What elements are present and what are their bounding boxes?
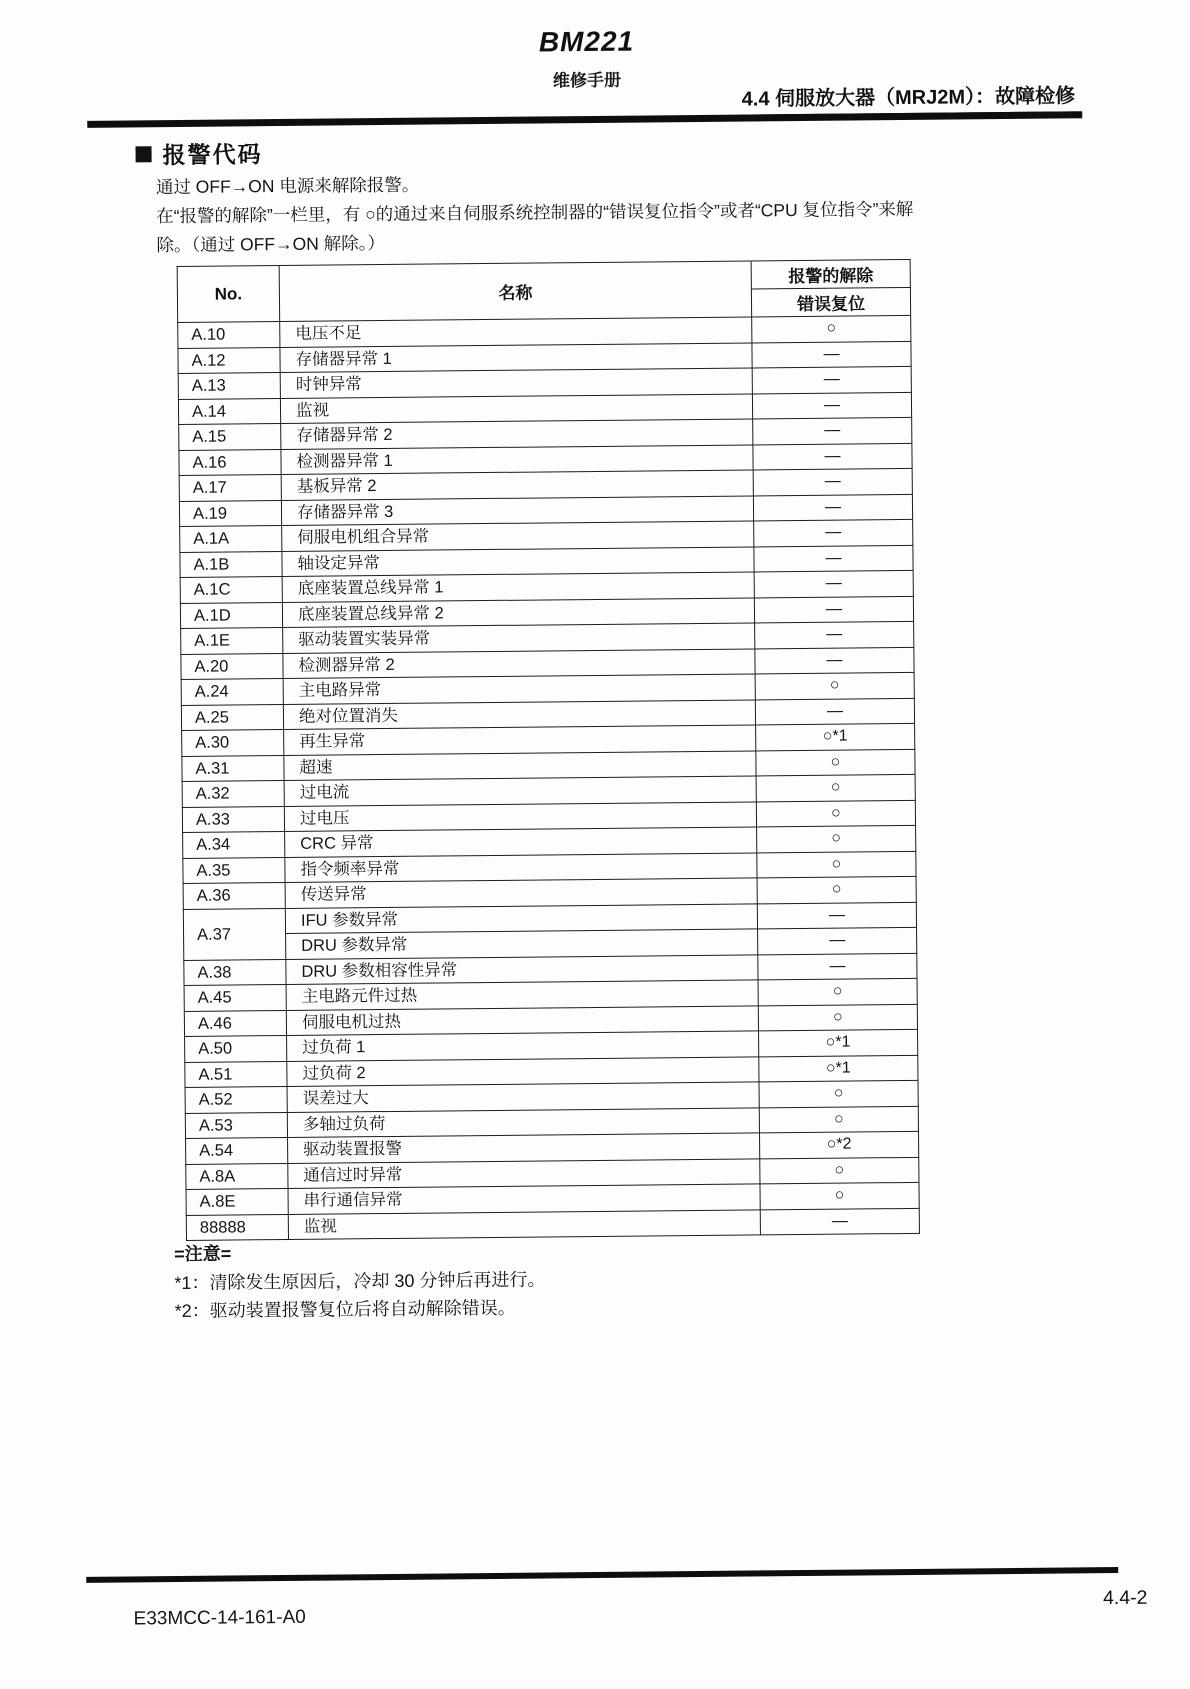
alarm-no-cell: 88888 <box>186 1214 288 1240</box>
alarm-no-cell: A.52 <box>185 1086 287 1112</box>
alarm-name-cell: 检测器异常 1 <box>281 444 753 474</box>
alarm-no-cell: A.8E <box>186 1188 288 1214</box>
alarm-release-cell: ○ <box>756 749 915 776</box>
page-number: 4.4-2 <box>1102 1586 1148 1610</box>
alarm-name-cell: 伺服电机过热 <box>286 1005 758 1035</box>
alarm-name-cell: 底座装置总线异常 2 <box>282 597 754 627</box>
alarm-no-cell: A.19 <box>179 500 281 526</box>
alarm-name-cell: 轴设定异常 <box>282 546 754 576</box>
alarm-no-cell: A.46 <box>184 1010 286 1036</box>
alarm-no-cell: A.8A <box>186 1163 288 1189</box>
alarm-no-cell: A.33 <box>182 806 284 832</box>
section-marker-icon <box>135 146 151 162</box>
alarm-name-cell: 过负荷 2 <box>287 1056 759 1086</box>
alarm-release-cell: — <box>753 468 912 495</box>
col-header-no: No. <box>177 266 280 323</box>
alarm-name-cell: 再生异常 <box>284 725 756 755</box>
alarm-no-cell: A.1A <box>180 525 282 551</box>
alarm-name-cell: 超速 <box>284 750 756 780</box>
alarm-name-cell: 监视 <box>280 393 752 423</box>
alarm-name-cell: IFU 参数异常 <box>285 903 757 933</box>
alarm-no-cell: A.1C <box>180 576 282 602</box>
alarm-release-cell: ○ <box>757 851 916 878</box>
note-line-2: *2：驱动装置报警复位后将自动解除错误。 <box>174 1297 516 1322</box>
alarm-no-cell: A.54 <box>186 1137 288 1163</box>
alarm-no-cell: A.16 <box>179 449 281 475</box>
alarm-name-cell: 过电流 <box>284 776 756 806</box>
section-title-text: 报警代码 <box>162 141 263 169</box>
alarm-release-cell: — <box>758 953 917 980</box>
alarm-name-cell: 主电路元件过热 <box>286 980 758 1010</box>
alarm-name-cell: 过电压 <box>284 801 756 831</box>
alarm-release-cell: ○ <box>752 315 911 342</box>
intro-paragraph <box>156 164 1117 260</box>
alarm-name-cell: 驱动装置实装异常 <box>283 623 755 653</box>
alarm-code-table <box>177 259 920 1241</box>
alarm-no-cell: A.31 <box>182 755 284 781</box>
alarm-release-cell: ○ <box>759 1080 918 1107</box>
alarm-release-cell: ○ <box>757 876 916 903</box>
alarm-name-cell: 伺服电机组合异常 <box>282 521 754 551</box>
alarm-release-cell: — <box>755 621 914 648</box>
alarm-release-cell: — <box>753 494 912 521</box>
alarm-name-cell: 基板异常 2 <box>281 470 753 500</box>
alarm-no-cell: A.53 <box>185 1112 287 1138</box>
alarm-release-cell: ○ <box>760 1182 919 1209</box>
section-title <box>135 136 262 170</box>
intro-line: 除。（通过 OFF→ON 解除。） <box>156 232 386 256</box>
alarm-release-cell: — <box>754 596 913 623</box>
alarm-release-cell: — <box>755 647 914 674</box>
alarm-name-cell: 底座装置总线异常 1 <box>282 572 754 602</box>
alarm-no-cell: A.37 <box>183 908 285 960</box>
alarm-release-cell: ○*1 <box>759 1029 918 1056</box>
alarm-name-cell: 过负荷 1 <box>287 1031 759 1061</box>
alarm-name-cell: DRU 参数相容性异常 <box>286 954 758 984</box>
alarm-no-cell: A.17 <box>179 474 281 500</box>
alarm-release-cell: ○*1 <box>756 723 915 750</box>
col-header-release-sub: 错误复位 <box>751 287 910 317</box>
alarm-name-cell: 存储器异常 3 <box>281 495 753 525</box>
alarm-no-cell: A.1D <box>180 602 282 628</box>
alarm-no-cell: A.24 <box>181 678 283 704</box>
alarm-no-cell: A.12 <box>178 347 280 373</box>
footer-rule <box>86 1567 1118 1582</box>
alarm-no-cell: A.51 <box>185 1061 287 1087</box>
alarm-release-cell: — <box>753 417 912 444</box>
alarm-release-cell: ○ <box>758 978 917 1005</box>
alarm-name-cell: 传送异常 <box>285 878 757 908</box>
alarm-release-cell: — <box>752 366 911 393</box>
intro-line: 通过 OFF→ON 电源来解除报警。 <box>155 174 420 198</box>
alarm-release-cell: ○*2 <box>759 1131 918 1158</box>
alarm-no-cell: A.25 <box>181 704 283 730</box>
alarm-release-cell: ○ <box>755 672 914 699</box>
alarm-no-cell: A.14 <box>178 398 280 424</box>
alarm-release-cell: ○ <box>758 1004 917 1031</box>
alarm-no-cell: A.34 <box>183 831 285 857</box>
alarm-name-cell: 指令频率异常 <box>285 852 757 882</box>
alarm-name-cell: 电压不足 <box>280 317 752 347</box>
alarm-no-cell: A.1E <box>181 627 283 653</box>
manual-subtitle: 维修手册 <box>552 70 621 91</box>
notes-title: =注意= <box>174 1243 232 1265</box>
alarm-release-cell: — <box>754 545 913 572</box>
alarm-name-cell: 存储器异常 2 <box>281 419 753 449</box>
alarm-name-cell: 多轴过负荷 <box>287 1107 759 1137</box>
alarm-name-cell: 串行通信异常 <box>288 1184 760 1214</box>
alarm-release-cell: ○ <box>760 1157 919 1184</box>
alarm-no-cell: A.10 <box>178 321 280 347</box>
alarm-release-cell: — <box>760 1208 919 1235</box>
alarm-release-cell: — <box>755 698 914 725</box>
alarm-name-cell: 主电路异常 <box>283 674 755 704</box>
alarm-release-cell: ○ <box>756 774 915 801</box>
col-header-release-group: 报警的解除 <box>751 259 910 289</box>
alarm-name-cell: DRU 参数异常 <box>286 929 758 959</box>
alarm-release-cell: — <box>752 392 911 419</box>
alarm-name-cell: 驱动装置报警 <box>288 1133 760 1163</box>
alarm-no-cell: A.32 <box>182 780 284 806</box>
intro-line: 在“报警的解除”一栏里，有 ○的通过来自伺服系统控制器的“错误复位指令”或者“CPU 复位指令”来解 <box>156 198 914 227</box>
alarm-no-cell: A.50 <box>185 1035 287 1061</box>
note-line-1: *1：清除发生原因后，冷却 30 分钟后再进行。 <box>174 1268 546 1293</box>
alarm-name-cell: 时钟异常 <box>280 368 752 398</box>
alarm-no-cell: A.13 <box>178 372 280 398</box>
alarm-no-cell: A.36 <box>183 882 285 908</box>
header-rule <box>87 111 1082 128</box>
alarm-release-cell: ○ <box>756 800 915 827</box>
alarm-no-cell: A.35 <box>183 857 285 883</box>
notes-block <box>174 1236 546 1325</box>
alarm-no-cell: A.20 <box>181 653 283 679</box>
alarm-name-cell: 检测器异常 2 <box>283 648 755 678</box>
alarm-release-cell: — <box>754 570 913 597</box>
alarm-name-cell: 绝对位置消失 <box>283 699 755 729</box>
document-code: E33MCC-14-161-A0 <box>133 1606 306 1630</box>
chapter-reference: 4.4 伺服放大器（MRJ2M）：故障检修 <box>738 79 1080 116</box>
alarm-release-cell: — <box>754 519 913 546</box>
alarm-name-cell: 通信过时异常 <box>288 1158 760 1188</box>
alarm-table-body <box>178 315 920 1240</box>
alarm-name-cell: CRC 异常 <box>285 827 757 857</box>
alarm-release-cell: — <box>757 902 916 929</box>
alarm-no-cell: A.30 <box>182 729 284 755</box>
alarm-name-cell: 误差过大 <box>287 1082 759 1112</box>
manual-model-title: BM221 <box>538 25 635 58</box>
alarm-release-cell: — <box>758 927 917 954</box>
alarm-no-cell: A.45 <box>184 984 286 1010</box>
alarm-release-cell: ○*1 <box>759 1055 918 1082</box>
alarm-release-cell: ○ <box>757 825 916 852</box>
col-header-name: 名称 <box>279 261 752 322</box>
alarm-release-cell: — <box>752 341 911 368</box>
alarm-no-cell: A.15 <box>179 423 281 449</box>
alarm-name-cell: 存储器异常 1 <box>280 342 752 372</box>
alarm-name-cell: 监视 <box>288 1209 760 1239</box>
alarm-release-cell: ○ <box>759 1106 918 1133</box>
alarm-release-cell: — <box>753 443 912 470</box>
alarm-no-cell: A.38 <box>184 959 286 985</box>
alarm-no-cell: A.1B <box>180 551 282 577</box>
